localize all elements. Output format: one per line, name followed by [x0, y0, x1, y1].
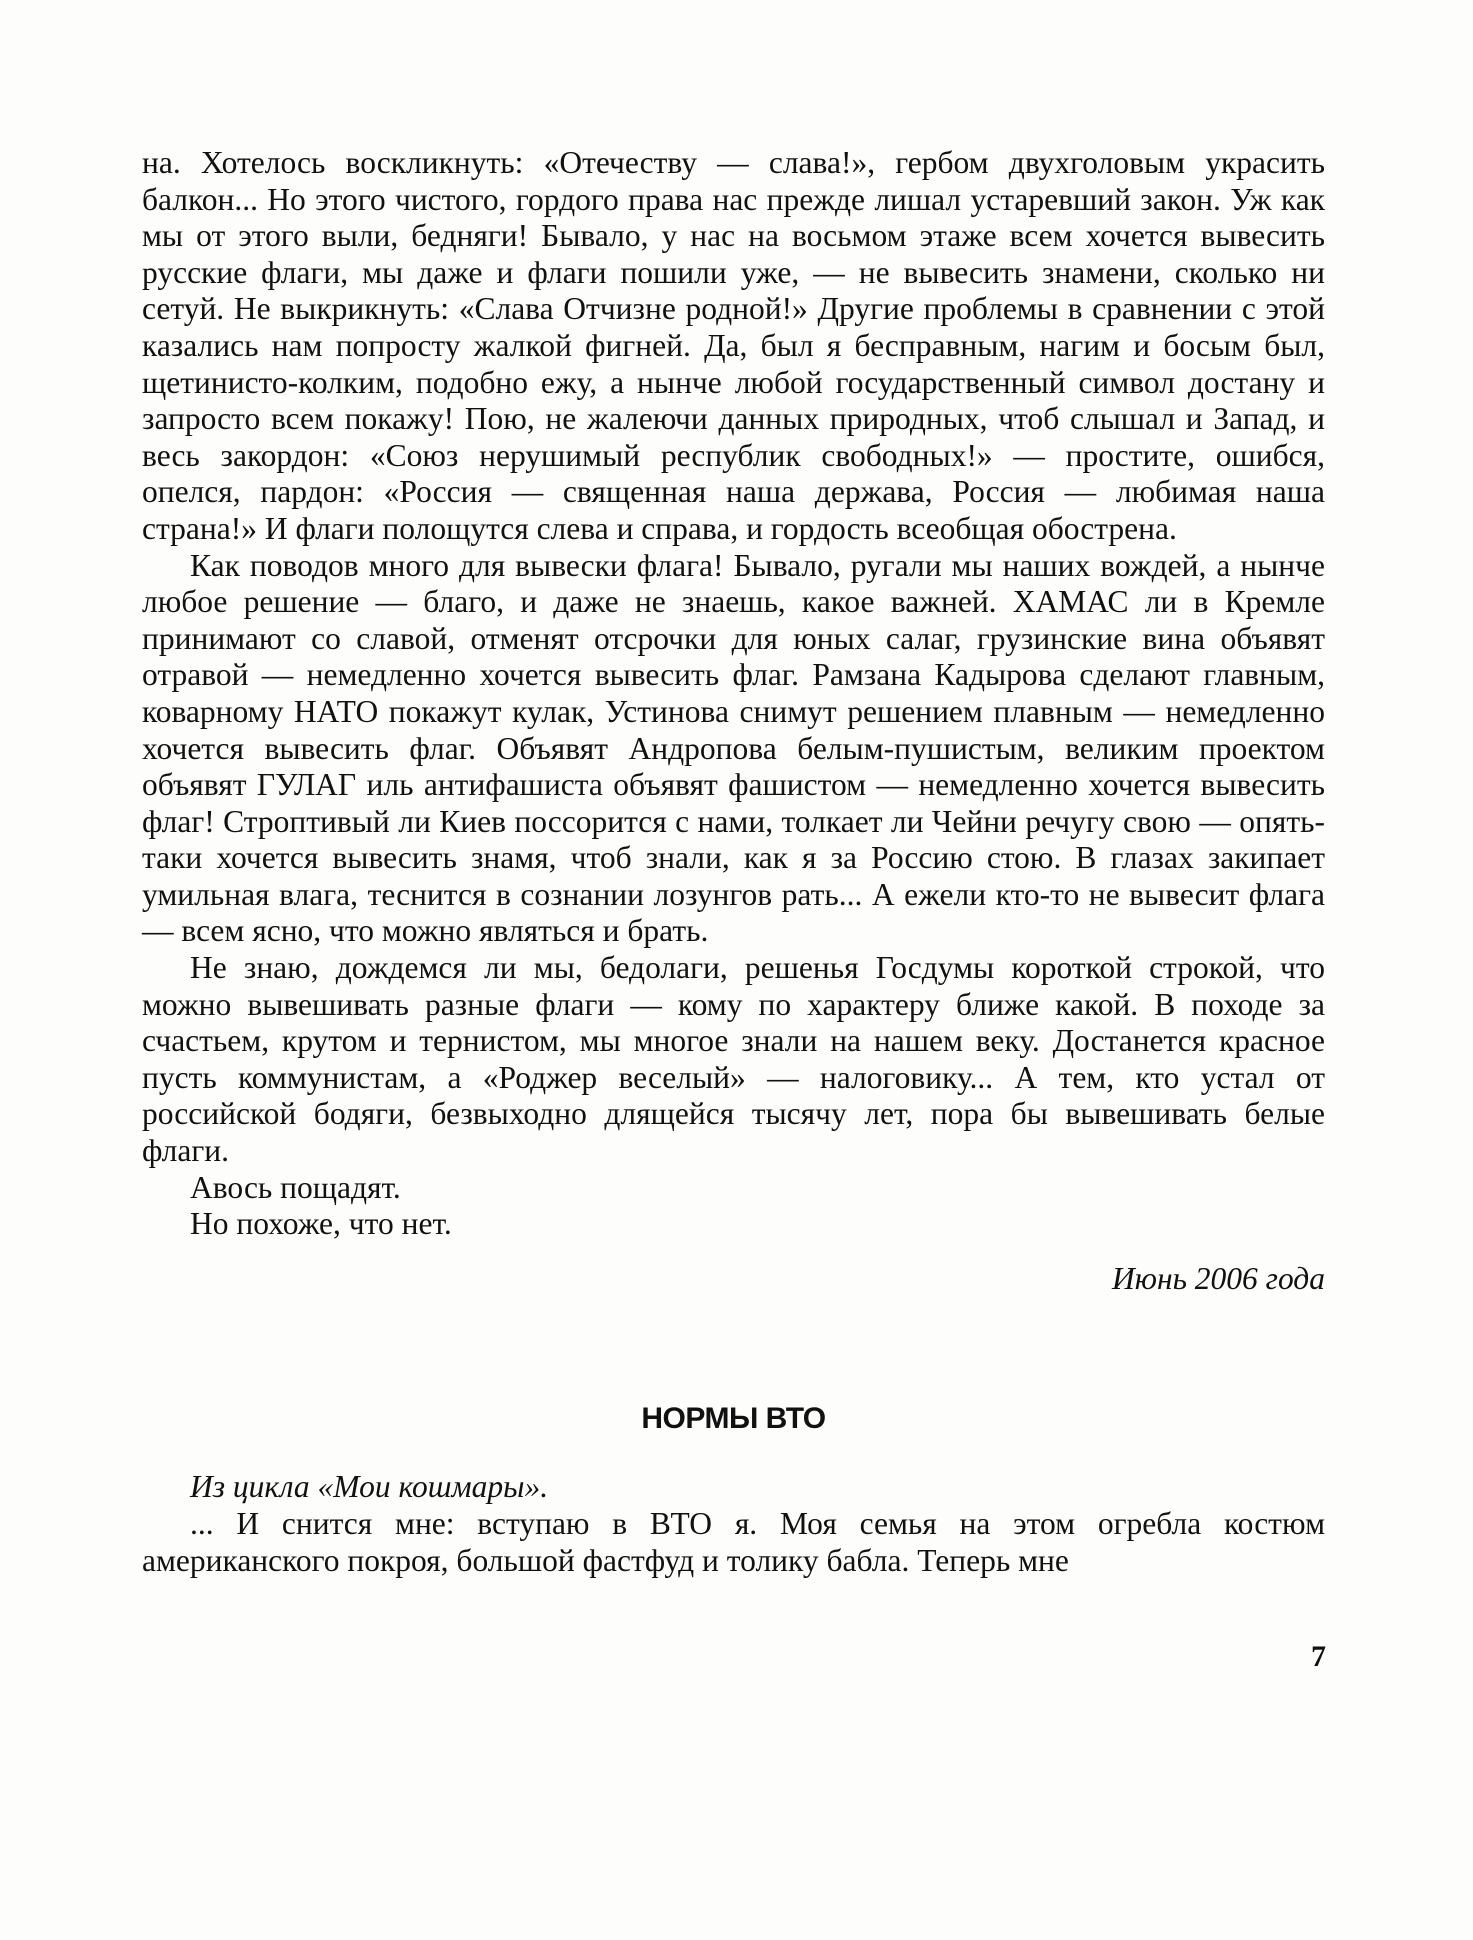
- paragraph-2: Как поводов много для вывески флага! Бывало, ругали мы наших вождей, а нынче любое решение — благо, и даже не знаешь, какое важней. ХАМАС ли в Кремле принимают со славой, отменят отсрочки для юных салаг, грузинские вина объявят отравой — немедленно хочется вывесить флаг. Рамзана Кадырова сделают главным, коварному НАТО покажут кулак, Устинова снимут решением плавным — немедленно хочется вывесить флаг. Объявят Андропова белым-пушистым, великим проектом объявят ГУЛАГ иль антифашиста объявят фашистом — немедленно хочется вывесить флаг! Строптивый ли Киев поссорится с нами, толкает ли Чейни речугу свою — опять-таки хочется вывесить знамя, чтоб знали, как я за Россию стою. В глазах закипает умильная влага, теснится в сознании лозунгов рать... А ежели кто-то не вывесит флага — всем ясно, что можно являться и брать.: [142, 547, 1325, 949]
- text-column: [142, 145, 1325, 1579]
- paragraph-5: Но похоже, что нет.: [190, 1206, 452, 1242]
- date-signature: Июнь 2006 года: [1112, 1260, 1325, 1296]
- paragraph-1: на. Хотелось воскликнуть: «Отечеству — слава!», гербом двухголовым украсить балкон... Но этого чистого, гордого права нас прежде лишал устаревший закон. Уж как мы от этого выли, бедняги! Бывало, у нас на восьмом этаже всем хочется вывесить русские флаги, мы даже и флаги пошили уже, — не вывесить знамени, сколько ни сетуй. Не выкрикнуть: «Слава Отчизне родной!» Другие проблемы в сравнении с этой казались нам попросту жалкой фигней. Да, был я бесправным, нагим и босым был, щетинисто-колким, подобно ежу, а нынче любой государственный символ достану и запросто всем покажу! Пою, не жалеючи данных природных, чтоб слышал и Запад, и весь закордон: «Союз нерушимый республик свободных!» — простите, ошибся, опелся, пардон: «Россия — священная наша держава, Россия — любимая наша страна!» И флаги полощутся слева и справа, и гордость всеобщая обострена.: [142, 145, 1325, 546]
- paragraph-4: Авось пощадят.: [190, 1169, 401, 1205]
- paragraph-3: Не знаю, дождемся ли мы, бедолаги, решенья Госдумы короткой строкой, что можно вывешивать разные флаги — кому по характеру ближе какой. В походе за счастьем, крутом и тернистом, мы многое знали на нашем веку. Достанется красное пусть коммунистам, а «Роджер веселый» — налоговику... А тем, кто устал от российской бодяги, безвыходно длящейся тысячу лет, пора бы вывешивать белые флаги.: [142, 950, 1325, 1169]
- section-paragraph: ... И снится мне: вступаю в ВТО я. Моя семья на этом огребла костюм американского покроя, большой фастфуд и толику бабла. Теперь мне: [142, 1506, 1325, 1578]
- page-number: 7: [1311, 1640, 1326, 1673]
- section-title: НОРМЫ ВТО: [641, 1402, 826, 1436]
- epigraph: Из цикла «Мои кошмары».: [190, 1469, 549, 1505]
